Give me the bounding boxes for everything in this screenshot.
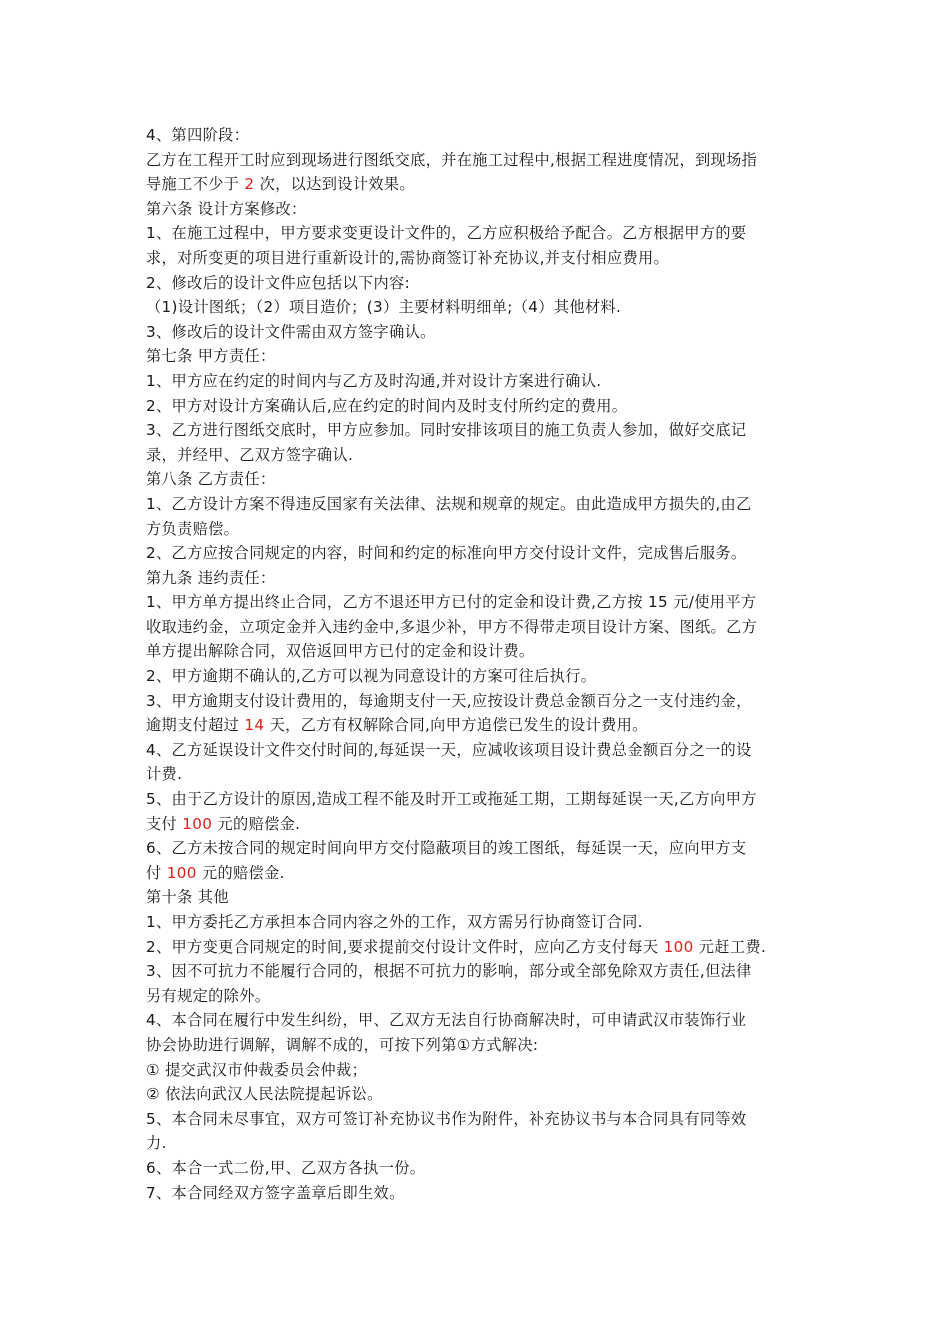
text-segment: 3、乙方进行图纸交底时，甲方应参加。同时安排该项目的施工负责人参加，做好交底记	[146, 421, 747, 440]
highlighted-number: 100	[663, 937, 694, 956]
text-segment: 支付	[146, 814, 183, 833]
text-segment: 方负责赔偿。	[146, 519, 240, 538]
text-line	[146, 295, 808, 320]
text-line	[146, 197, 808, 222]
text-line	[146, 172, 808, 197]
text-line	[146, 221, 808, 246]
text-segment: 1、乙方设计方案不得违反国家有关法律、法规和规章的规定。由此造成甲方损失的,由乙	[146, 494, 752, 513]
text-line	[146, 762, 808, 787]
text-line	[146, 246, 808, 271]
text-segment: 元的赔偿金.	[212, 814, 301, 833]
text-segment: 天，乙方有权解除合同,向甲方追偿已发生的设计费用。	[264, 716, 648, 735]
text-segment: 付	[146, 863, 167, 882]
text-line	[146, 787, 808, 812]
text-line	[146, 910, 808, 935]
text-segment: 5、由于乙方设计的原因,造成工程不能及时开工或拖延工期，工期每延误一天,乙方向甲方	[146, 790, 757, 809]
text-segment: 4、第四阶段：	[146, 126, 250, 144]
text-line	[146, 664, 808, 689]
text-segment: ② 依法向武汉人民法院提起诉讼。	[146, 1085, 383, 1104]
text-line	[146, 271, 808, 296]
text-segment: 5、本合同未尽事宜，双方可签订补充协议书作为附件，补充协议书与本合同具有同等效	[146, 1109, 747, 1128]
text-segment: 收取违约金，立项定金并入违约金中,多退少补，甲方不得带走项目设计方案、图纸。乙方	[146, 617, 758, 636]
text-line	[146, 836, 808, 861]
text-segment: （1)设计图纸；（2）项目造价；(3）主要材料明细单;（4）其他材料.	[146, 298, 622, 317]
text-segment: 求，对所变更的项目进行重新设计的,需协商签订补充协议,并支付相应费用。	[146, 248, 670, 267]
text-line	[146, 394, 808, 419]
highlighted-number: 14	[244, 716, 265, 735]
text-segment: 1、在施工过程中，甲方要求变更设计文件的，乙方应积极给予配合。乙方根据甲方的要	[146, 224, 747, 243]
text-line	[146, 1058, 808, 1083]
document-body	[146, 123, 808, 1205]
text-segment: 第七条 甲方责任：	[146, 347, 276, 366]
highlighted-number: 100	[166, 863, 197, 882]
text-segment: 3、甲方逾期支付设计费用的，每逾期支付一天,应按设计费总金额百分之一支付违约金，	[146, 691, 752, 710]
text-line	[146, 713, 808, 738]
text-line	[146, 320, 808, 345]
text-segment: 协会协助进行调解，调解不成的，可按下列第①方式解决:	[146, 1035, 539, 1054]
text-line	[146, 590, 808, 615]
text-segment: 逾期支付超过	[146, 716, 245, 735]
text-segment: 第九条 违约责任：	[146, 568, 276, 587]
highlighted-number: 100	[182, 814, 213, 833]
text-segment: 次，以达到设计效果。	[254, 175, 415, 194]
text-line	[146, 984, 808, 1009]
text-segment: 3、修改后的设计文件需由双方签字确认。	[146, 322, 436, 341]
text-line	[146, 861, 808, 886]
text-segment: 第八条 乙方责任：	[146, 470, 276, 489]
text-segment: 7、本合同经双方签字盖章后即生效。	[146, 1183, 405, 1202]
text-segment: 乙方在工程开工时应到现场进行图纸交底，并在施工过程中,根据工程进度情况，到现场指	[146, 150, 758, 169]
text-line	[146, 566, 808, 591]
text-line	[146, 1107, 808, 1132]
text-segment: 元赶工费.	[693, 937, 767, 956]
text-line	[146, 1131, 808, 1156]
text-segment: 6、本合一式二份,甲、乙双方各执一份。	[146, 1158, 426, 1177]
text-line	[146, 148, 808, 173]
text-line	[146, 1008, 808, 1033]
text-line	[146, 639, 808, 664]
text-segment: 力.	[146, 1134, 167, 1153]
text-line	[146, 689, 808, 714]
highlighted-number: 2	[244, 175, 255, 194]
text-segment: 元的赔偿金.	[196, 863, 285, 882]
text-segment: 2、乙方应按合同规定的内容，时间和约定的标准向甲方交付设计文件，完成售后服务。	[146, 544, 747, 563]
text-segment: 2、甲方逾期不确认的,乙方可以视为同意设计的方案可往后执行。	[146, 667, 597, 686]
text-segment: 1、甲方委托乙方承担本合同内容之外的工作，双方需另行协商签订合同.	[146, 913, 643, 931]
text-line	[146, 1156, 808, 1181]
text-segment: 2、甲方变更合同规定的时间,要求提前交付设计文件时，应向乙方支付每天	[146, 937, 664, 956]
text-segment: 1、甲方单方提出终止合同，乙方不退还甲方已付的定金和设计费,乙方按 15 元/使用平方	[146, 593, 757, 612]
text-line	[146, 492, 808, 517]
text-segment: 计费.	[146, 765, 183, 784]
text-segment: 4、本合同在履行中发生纠纷，甲、乙双方无法自行协商解决时，可申请武汉市装饰行业	[146, 1011, 747, 1030]
text-segment: 第六条 设计方案修改：	[146, 199, 307, 218]
text-line	[146, 467, 808, 492]
text-segment: 2、修改后的设计文件应包括以下内容:	[146, 273, 411, 292]
text-segment: 4、乙方延误设计文件交付时间的,每延误一天，应减收该项目设计费总金额百分之一的设	[146, 740, 752, 759]
text-segment: 导施工不少于	[146, 175, 245, 194]
text-segment: 6、乙方未按合同的规定时间向甲方交付隐蔽项目的竣工图纸，每延误一天，应向甲方支	[146, 839, 747, 858]
text-segment: ① 提交武汉市仲裁委员会仲裁；	[146, 1060, 368, 1079]
text-line	[146, 885, 808, 910]
text-line	[146, 443, 808, 468]
text-line	[146, 1082, 808, 1107]
text-line	[146, 615, 808, 640]
text-line	[146, 812, 808, 837]
text-line	[146, 935, 808, 960]
text-segment: 1、甲方应在约定的时间内与乙方及时沟通,并对设计方案进行确认.	[146, 371, 602, 390]
text-segment: 另有规定的除外。	[146, 986, 271, 1005]
text-line	[146, 123, 808, 148]
text-line	[146, 517, 808, 542]
text-line	[146, 418, 808, 443]
text-segment: 单方提出解除合同，双倍返回甲方已付的定金和设计费。	[146, 642, 535, 661]
text-segment: 2、甲方对设计方案确认后,应在约定的时间内及时支付所约定的费用。	[146, 396, 628, 415]
text-line	[146, 344, 808, 369]
text-line	[146, 738, 808, 763]
text-line	[146, 1181, 808, 1206]
text-line	[146, 1033, 808, 1058]
text-line	[146, 959, 808, 984]
text-segment: 录，并经甲、乙双方签字确认.	[146, 445, 354, 464]
text-segment: 3、因不可抗力不能履行合同的，根据不可抗力的影响，部分或全部免除双方责任,但法律	[146, 962, 752, 981]
text-segment: 第十条 其他	[146, 888, 229, 907]
text-line	[146, 369, 808, 394]
text-line	[146, 541, 808, 566]
